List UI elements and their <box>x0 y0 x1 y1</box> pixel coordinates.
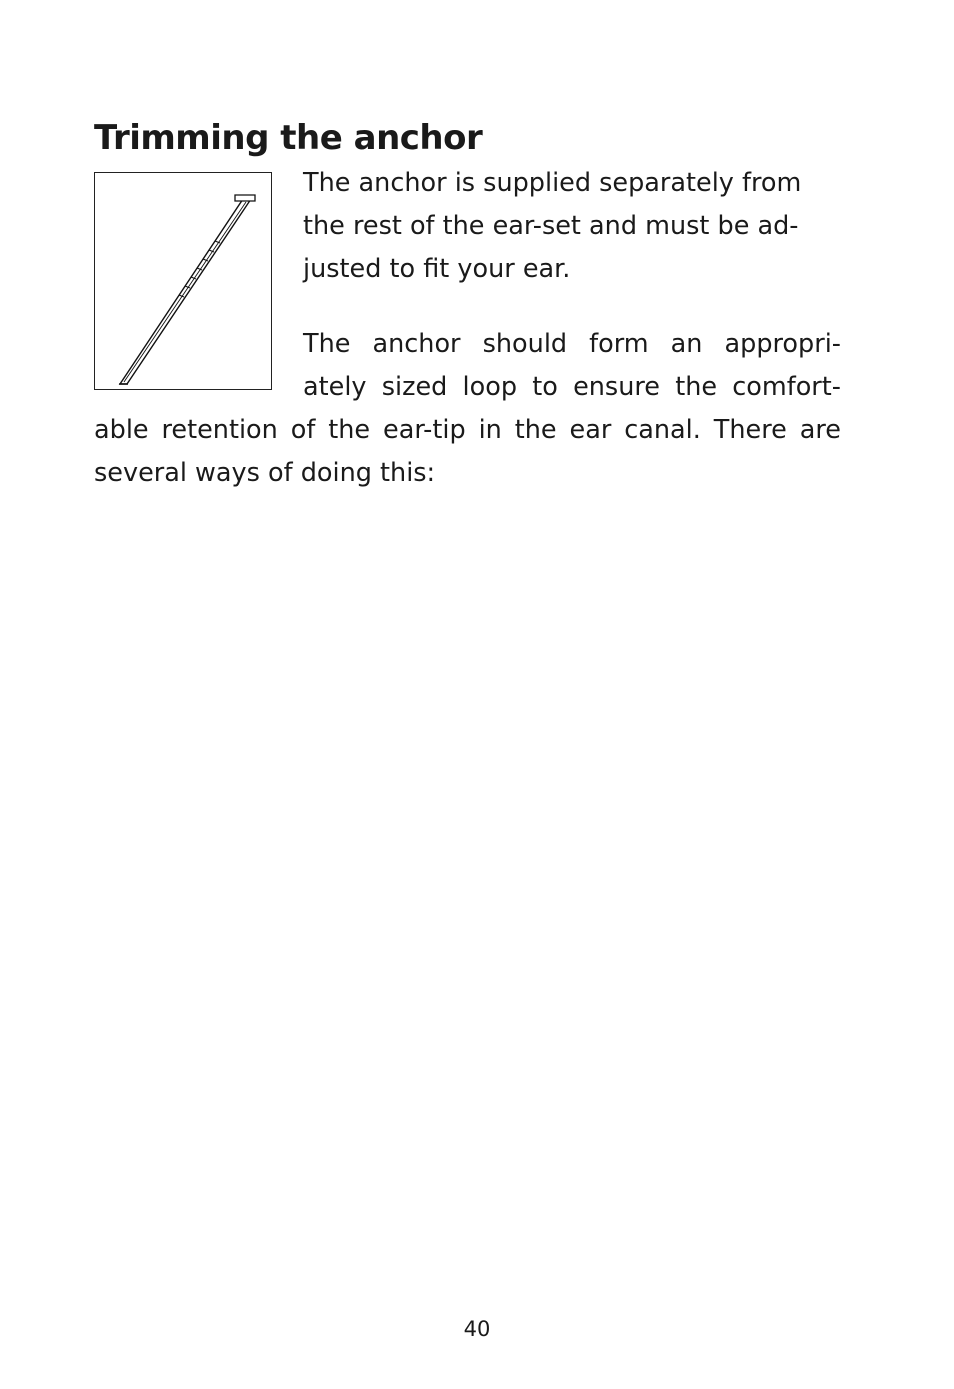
paragraph-2-line-3: able retention of the ear-tip in the ear canal. There are <box>94 415 841 445</box>
paragraph-2-line-2: ately sized loop to ensure the comfort- <box>303 372 841 402</box>
paragraph-1-line-1: The anchor is supplied separately from <box>303 168 802 198</box>
paragraph-1-line-3: justed to fit your ear. <box>303 254 571 284</box>
paragraph-2-line-4: several ways of doing this: <box>94 458 436 488</box>
anchor-strip-icon <box>95 173 271 389</box>
anchor-illustration <box>94 172 272 390</box>
page-number: 40 <box>463 1317 491 1341</box>
paragraph-2-line-1: The anchor should form an appropri- <box>303 329 841 359</box>
page-title: Trimming the anchor <box>94 118 483 158</box>
paragraph-1-line-2: the rest of the ear-set and must be ad- <box>303 211 799 241</box>
